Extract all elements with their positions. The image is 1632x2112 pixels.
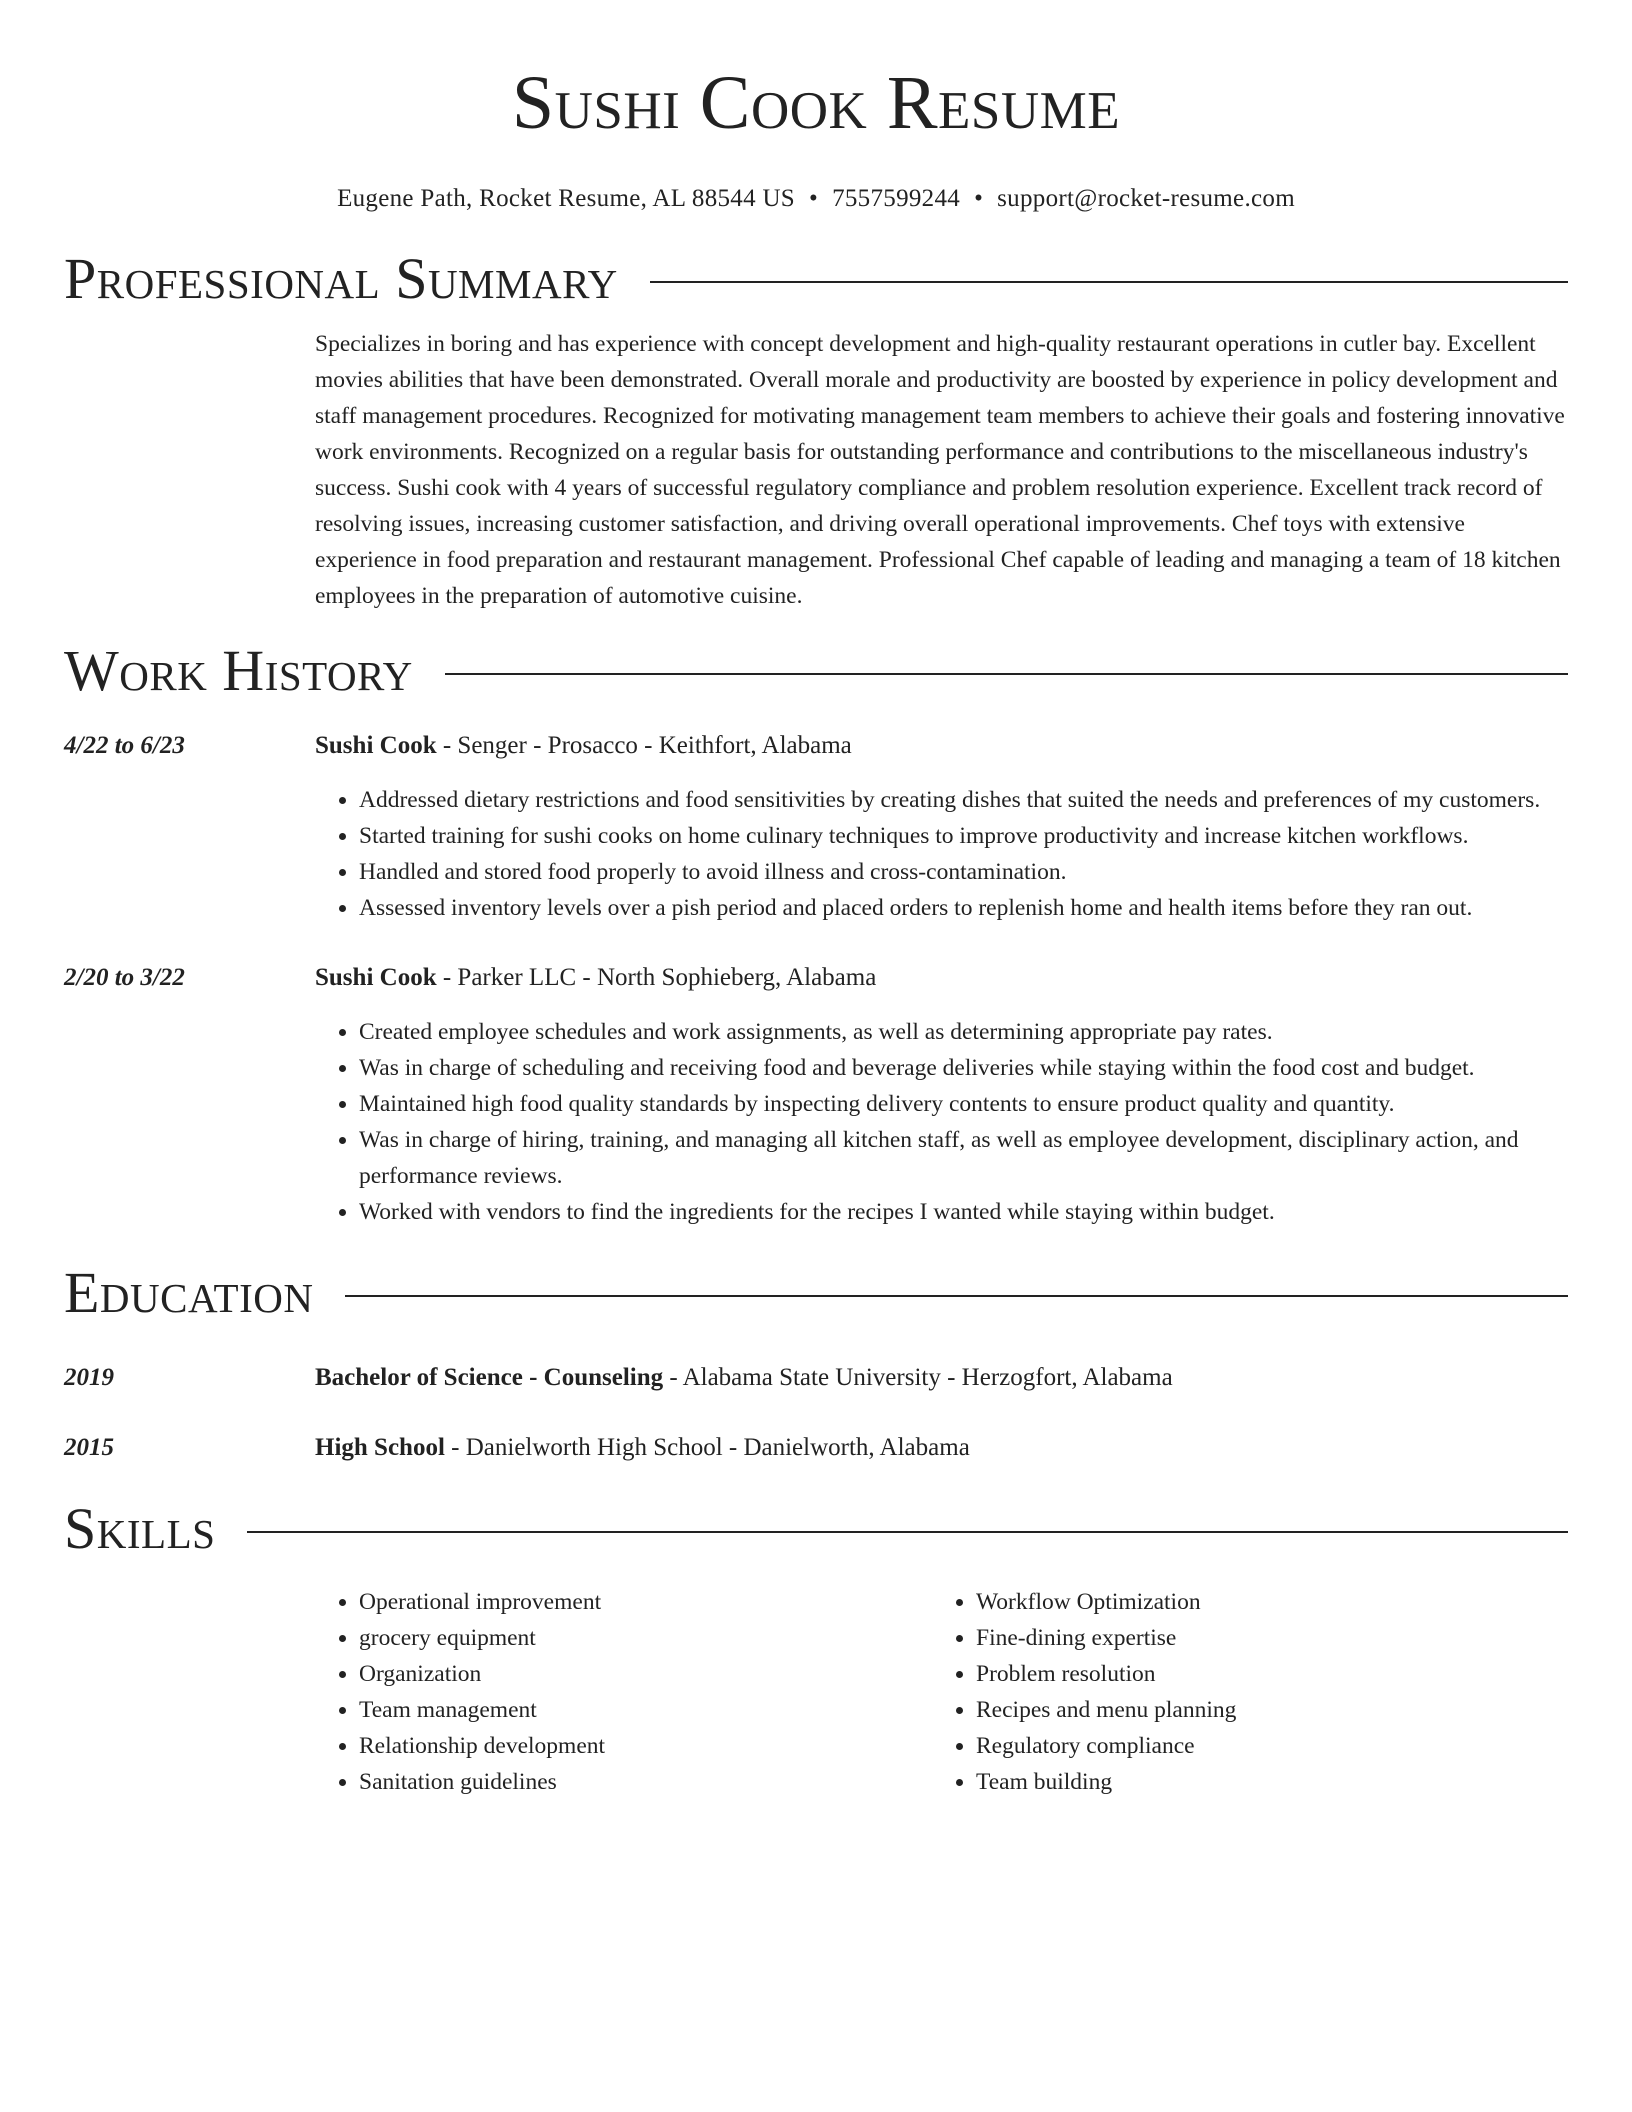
education-year: 2019 bbox=[64, 1364, 114, 1391]
skill-item: • grocery equipment bbox=[359, 1620, 932, 1656]
skills-section-header bbox=[64, 1496, 1568, 1562]
section-divider bbox=[247, 1531, 1568, 1533]
skill-item: • Sanitation guidelines bbox=[359, 1764, 932, 1800]
skill-item: • Team building bbox=[976, 1764, 1549, 1800]
job-bullet: • Assessed inventory levels over a pish period and placed orders to replenish home and health items before they ran out. bbox=[359, 890, 1568, 926]
job-bullet: • Worked with vendors to find the ingredients for the recipes I wanted while staying within budget. bbox=[359, 1194, 1568, 1230]
skills-column-right bbox=[932, 1584, 1549, 1800]
section-divider bbox=[445, 673, 1568, 675]
job-details: - Senger - Prosacco - Keithfort, Alabama bbox=[436, 732, 852, 759]
job-title-line bbox=[315, 728, 1568, 764]
job-title: Sushi Cook bbox=[315, 732, 437, 759]
section-divider bbox=[345, 1295, 1568, 1297]
section-divider bbox=[650, 281, 1568, 283]
contact-line bbox=[64, 184, 1568, 214]
education-degree: High School bbox=[315, 1434, 445, 1461]
education-section-header bbox=[64, 1260, 1568, 1326]
summary-heading: Professional Summary bbox=[64, 246, 618, 311]
skill-item: • Relationship development bbox=[359, 1728, 932, 1764]
job-details: - Parker LLC - North Sophieberg, Alabama bbox=[436, 964, 877, 991]
job-bullet: • Addressed dietary restrictions and food sensitivities by creating dishes that suited the needs and preferences of my customers. bbox=[359, 782, 1568, 818]
resume-title: Sushi Cook Resume bbox=[511, 61, 1121, 145]
work-history-section-header bbox=[64, 638, 1568, 704]
job-bullet: • Handled and stored food properly to avoid illness and cross-contamination. bbox=[359, 854, 1568, 890]
education-entry bbox=[64, 1360, 1568, 1396]
skill-item: • Operational improvement bbox=[359, 1584, 932, 1620]
contact-separator: • bbox=[809, 185, 819, 212]
job-entry bbox=[64, 960, 1568, 1230]
skill-item: • Regulatory compliance bbox=[976, 1728, 1549, 1764]
skill-item: • Fine-dining expertise bbox=[976, 1620, 1549, 1656]
job-bullets bbox=[315, 782, 1568, 926]
job-bullet: • Was in charge of scheduling and receiving food and beverage deliveries while staying within the food cost and budget. bbox=[359, 1050, 1568, 1086]
education-line bbox=[315, 1430, 1568, 1466]
skill-item: • Workflow Optimization bbox=[976, 1584, 1549, 1620]
job-bullet: • Maintained high food quality standards by inspecting delivery contents to ensure product quality and quantity. bbox=[359, 1086, 1568, 1122]
skill-item: • Organization bbox=[359, 1656, 932, 1692]
education-line bbox=[315, 1360, 1568, 1396]
work-history-heading: Work History bbox=[64, 638, 413, 703]
job-header bbox=[64, 960, 1568, 996]
contact-separator: • bbox=[974, 185, 984, 212]
education-degree: Bachelor of Science - Counseling bbox=[315, 1364, 664, 1391]
summary-section-header bbox=[64, 246, 1568, 312]
job-title-line bbox=[315, 960, 1568, 996]
skill-item: • Problem resolution bbox=[976, 1656, 1549, 1692]
summary-text: Specializes in boring and has experience with concept development and high-quality restaurant operations in cutler bay. Excellent movies abilities that have been demonstrated. Overall morale and productivity are boosted by experience in policy development and staff management procedures. Recognized for motivating management team members to achieve their goals and fostering innovative work environments. Recognized on a regular basis for outstanding performance and contributions to the miscellaneous industry's success. Sushi cook with 4 years of successful regulatory compliance and problem resolution experience. Excellent track record of resolving issues, increasing customer satisfaction, and driving overall operational improvements. Chef toys with extensive experience in food preparation and restaurant management. Professional Chef capable of leading and managing a team of 18 kitchen employees in the preparation of automotive cuisine. bbox=[315, 331, 1565, 609]
education-year: 2015 bbox=[64, 1434, 114, 1461]
job-bullet: • Created employee schedules and work assignments, as well as determining appropriate pay rates. bbox=[359, 1014, 1568, 1050]
education-entry bbox=[64, 1430, 1568, 1466]
job-title: Sushi Cook bbox=[315, 964, 437, 991]
job-bullets bbox=[315, 1014, 1568, 1230]
education-heading: Education bbox=[64, 1260, 314, 1325]
skills-heading: Skills bbox=[64, 1496, 216, 1561]
contact-address: Eugene Path, Rocket Resume, AL 88544 US bbox=[337, 185, 796, 212]
skill-item: • Recipes and menu planning bbox=[976, 1692, 1549, 1728]
contact-email: support@rocket-resume.com bbox=[997, 185, 1295, 212]
skills-column-left bbox=[315, 1584, 932, 1800]
job-dates: 2/20 to 3/22 bbox=[64, 964, 185, 991]
job-dates: 4/22 to 6/23 bbox=[64, 732, 185, 759]
skills-list bbox=[315, 1584, 1568, 1800]
job-entry bbox=[64, 728, 1568, 926]
education-details: - Danielworth High School - Danielworth, Alabama bbox=[444, 1434, 970, 1461]
contact-phone: 7557599244 bbox=[832, 185, 961, 212]
job-bullet: • Was in charge of hiring, training, and managing all kitchen staff, as well as employee development, disciplinary action, and performance reviews. bbox=[359, 1122, 1568, 1194]
job-bullet: • Started training for sushi cooks on home culinary techniques to improve productivity and increase kitchen workflows. bbox=[359, 818, 1568, 854]
education-details: - Alabama State University - Herzogfort, Alabama bbox=[663, 1364, 1173, 1391]
job-header bbox=[64, 728, 1568, 764]
skill-item: • Team management bbox=[359, 1692, 932, 1728]
